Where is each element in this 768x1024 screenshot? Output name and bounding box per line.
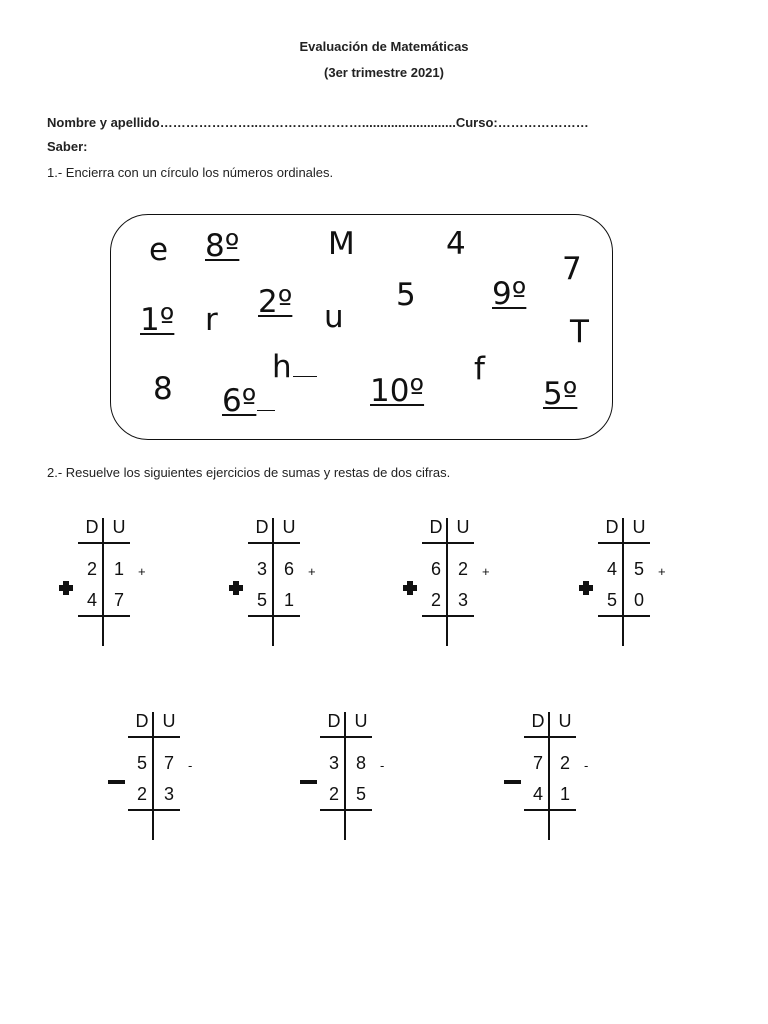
column-d-header: D: [531, 711, 545, 731]
top-digit-d: 2: [86, 559, 97, 579]
symbol-6th-text: 6º: [222, 383, 257, 419]
result-rule: [78, 615, 130, 617]
top-digit-d: 3: [256, 559, 267, 579]
minus-icon: [504, 780, 521, 784]
plus-icon: [579, 581, 593, 595]
header-rule: [78, 542, 130, 544]
symbol-e[interactable]: e: [149, 232, 169, 268]
plus-icon: [403, 581, 417, 595]
column-u-header: U: [456, 517, 470, 537]
column-divider: [548, 712, 550, 840]
bottom-digit-d: 4: [86, 590, 97, 610]
plus-sign: +: [138, 564, 146, 579]
name-field[interactable]: …………………..……………………..........................: [159, 115, 456, 130]
result-rule: [128, 809, 180, 811]
page-subtitle: (3er trimestre 2021): [324, 65, 444, 80]
column-divider: [102, 518, 104, 646]
symbol-5[interactable]: 5: [396, 277, 416, 313]
answer-cell-u[interactable]: [453, 620, 473, 642]
answer-cell-d[interactable]: [426, 620, 446, 642]
bottom-digit-u: 7: [113, 590, 124, 610]
subtraction-2: [320, 712, 410, 852]
answer-cell-u[interactable]: [109, 620, 129, 642]
6th-underline: [257, 410, 275, 411]
top-digit-d: 6: [430, 559, 441, 579]
answer-cell-u[interactable]: [555, 814, 575, 836]
top-digit-d: 5: [136, 753, 147, 773]
column-u-header: U: [632, 517, 646, 537]
bottom-digit-d: 2: [328, 784, 339, 804]
minus-sign: -: [584, 758, 589, 773]
answer-cell-u[interactable]: [629, 620, 649, 642]
symbol-9th[interactable]: 9º: [492, 276, 527, 312]
bottom-digit-d: 4: [532, 784, 543, 804]
plus-icon: [59, 581, 73, 595]
top-digit-u: 1: [113, 559, 124, 579]
bottom-digit-u: 1: [283, 590, 294, 610]
symbol-T[interactable]: T: [570, 314, 589, 350]
subtraction-3: [524, 712, 614, 852]
bottom-digit-u: 3: [163, 784, 174, 804]
column-u-header: U: [282, 517, 296, 537]
column-d-header: D: [135, 711, 149, 731]
plus-sign: +: [308, 564, 316, 579]
page-title: Evaluación de Matemáticas: [299, 39, 469, 54]
column-divider: [152, 712, 154, 840]
bottom-digit-u: 1: [559, 784, 570, 804]
subtraction-1: [128, 712, 218, 852]
addition-4: [598, 518, 688, 658]
column-u-header: U: [354, 711, 368, 731]
question-1-text: 1.- Encierra con un círculo los números ordinales.: [47, 165, 334, 180]
result-rule: [524, 809, 576, 811]
ordinals-box: [110, 214, 613, 440]
symbol-4[interactable]: 4: [446, 226, 466, 262]
top-digit-u: 2: [559, 753, 570, 773]
name-label: Nombre y apellido: [47, 115, 160, 130]
symbol-h[interactable]: [272, 349, 317, 385]
course-field[interactable]: …………………: [497, 115, 589, 130]
header-rule: [598, 542, 650, 544]
plus-icon: [229, 581, 243, 595]
column-divider: [344, 712, 346, 840]
symbol-7[interactable]: 7: [562, 251, 582, 287]
plus-sign: +: [482, 564, 490, 579]
column-divider: [272, 518, 274, 646]
question-2-text: 2.- Resuelve los siguientes ejercicios de sumas y restas de dos cifras.: [47, 465, 451, 480]
top-digit-u: 8: [355, 753, 366, 773]
column-d-header: D: [85, 517, 99, 537]
answer-cell-u[interactable]: [351, 814, 371, 836]
symbol-f[interactable]: f: [474, 351, 485, 387]
answer-cell-d[interactable]: [252, 620, 272, 642]
top-digit-d: 7: [532, 753, 543, 773]
header-rule: [422, 542, 474, 544]
top-digit-u: 5: [633, 559, 644, 579]
bottom-digit-u: 5: [355, 784, 366, 804]
student-info-line: [47, 115, 589, 130]
answer-cell-d[interactable]: [132, 814, 152, 836]
symbol-h-letter: h: [272, 349, 292, 385]
addition-3: [422, 518, 512, 658]
top-digit-u: 6: [283, 559, 294, 579]
column-d-header: D: [605, 517, 619, 537]
bottom-digit-d: 5: [606, 590, 617, 610]
symbol-6th[interactable]: [222, 383, 275, 419]
bottom-digit-u: 0: [633, 590, 644, 610]
symbol-8[interactable]: 8: [153, 371, 173, 407]
column-d-header: D: [255, 517, 269, 537]
symbol-2nd[interactable]: 2º: [258, 284, 293, 320]
symbol-u[interactable]: u: [324, 299, 344, 335]
column-divider: [446, 518, 448, 646]
column-d-header: D: [429, 517, 443, 537]
header-rule: [248, 542, 300, 544]
minus-icon: [108, 780, 125, 784]
bottom-digit-u: 3: [457, 590, 468, 610]
result-rule: [248, 615, 300, 617]
symbol-r[interactable]: r: [205, 302, 218, 338]
header-rule: [524, 736, 576, 738]
symbol-10th[interactable]: 10º: [370, 373, 425, 409]
top-digit-d: 3: [328, 753, 339, 773]
bottom-digit-d: 2: [136, 784, 147, 804]
symbol-8th[interactable]: 8º: [205, 228, 240, 264]
header-rule: [128, 736, 180, 738]
bottom-digit-d: 2: [430, 590, 441, 610]
saber-label: Saber:: [47, 139, 88, 154]
column-u-header: U: [162, 711, 176, 731]
addition-2: [248, 518, 338, 658]
result-rule: [422, 615, 474, 617]
header-rule: [320, 736, 372, 738]
course-label: Curso:: [455, 115, 498, 130]
column-u-header: U: [558, 711, 572, 731]
bottom-digit-d: 5: [256, 590, 267, 610]
answer-cell-u[interactable]: [279, 620, 299, 642]
column-d-header: D: [327, 711, 341, 731]
result-rule: [320, 809, 372, 811]
minus-sign: -: [188, 758, 193, 773]
h-underline: [293, 376, 317, 377]
top-digit-d: 4: [606, 559, 617, 579]
symbol-1st[interactable]: 1º: [140, 302, 175, 338]
column-divider: [622, 518, 624, 646]
answer-cell-d[interactable]: [602, 620, 622, 642]
addition-1: [78, 518, 168, 658]
minus-sign: -: [380, 758, 385, 773]
answer-cell-d[interactable]: [528, 814, 548, 836]
answer-cell-d[interactable]: [82, 620, 102, 642]
minus-icon: [300, 780, 317, 784]
column-u-header: U: [112, 517, 126, 537]
result-rule: [598, 615, 650, 617]
answer-cell-u[interactable]: [159, 814, 179, 836]
top-digit-u: 7: [163, 753, 174, 773]
answer-cell-d[interactable]: [324, 814, 344, 836]
top-digit-u: 2: [457, 559, 468, 579]
symbol-M[interactable]: M: [328, 226, 355, 262]
symbol-5th[interactable]: 5º: [543, 376, 578, 412]
plus-sign: +: [658, 564, 666, 579]
